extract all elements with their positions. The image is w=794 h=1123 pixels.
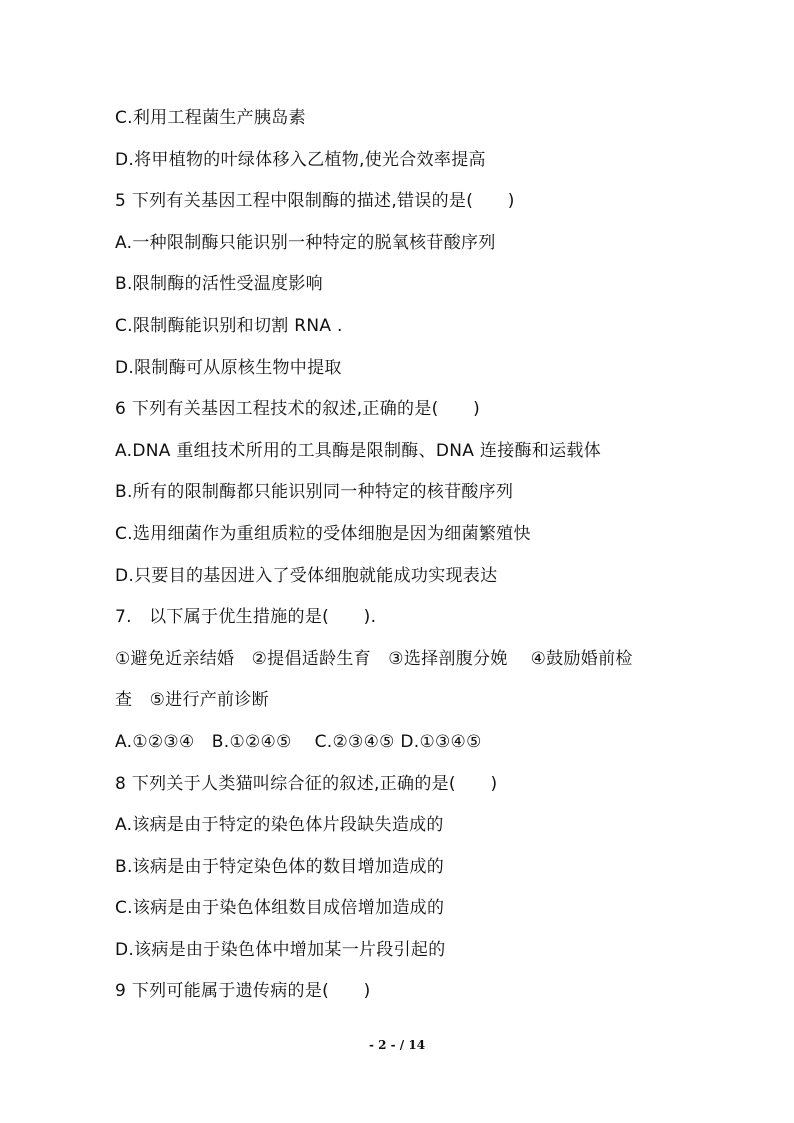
- question-7: 7. 以下属于优生措施的是( ).: [115, 607, 377, 627]
- option-c: C.选用细菌作为重组质粒的受体细胞是因为细菌繁殖快: [115, 524, 531, 544]
- option-d: D.只要目的基因进入了受体细胞就能成功实现表达: [115, 566, 498, 586]
- question-7-items-cont: 查 ⑤进行产前诊断: [115, 690, 269, 710]
- option-a: A.一种限制酶只能识别一种特定的脱氧核苷酸序列: [115, 233, 496, 253]
- option-d: D.该病是由于染色体中增加某一片段引起的: [115, 940, 446, 960]
- question-7-options: A.①②③④ B.①②④⑤ C.②③④⑤ D.①③④⑤: [115, 732, 482, 752]
- question-5: 5 下列有关基因工程中限制酶的描述,错误的是( ): [115, 191, 515, 211]
- question-6: 6 下列有关基因工程技术的叙述,正确的是( ): [115, 399, 481, 419]
- option-c: C.限制酶能识别和切割 RNA .: [115, 316, 343, 336]
- question-8: 8 下列关于人类猫叫综合征的叙述,正确的是( ): [115, 774, 498, 794]
- option-c: C.该病是由于染色体组数目成倍增加造成的: [115, 898, 445, 918]
- question-9: 9 下列可能属于遗传病的是( ): [115, 981, 371, 1001]
- page-number: - 2 - / 14: [368, 1038, 426, 1052]
- option-a: A.DNA 重组技术所用的工具酶是限制酶、DNA 连接酶和运载体: [115, 441, 602, 461]
- option-b: B.所有的限制酶都只能识别同一种特定的核苷酸序列: [115, 482, 514, 502]
- option-a: A.该病是由于特定的染色体片段缺失造成的: [115, 815, 444, 835]
- option-b: B.限制酶的活性受温度影响: [115, 274, 323, 294]
- option-d: D.限制酶可从原核生物中提取: [115, 358, 342, 378]
- text-line: D.将甲植物的叶绿体移入乙植物,使光合效率提高: [115, 150, 486, 170]
- text-line: C.利用工程菌生产胰岛素: [115, 108, 306, 128]
- option-b: B.该病是由于特定染色体的数目增加造成的: [115, 857, 445, 877]
- question-7-items: ①避免近亲结婚 ②提倡适龄生育 ③选择剖腹分娩 ④鼓励婚前检: [115, 649, 633, 669]
